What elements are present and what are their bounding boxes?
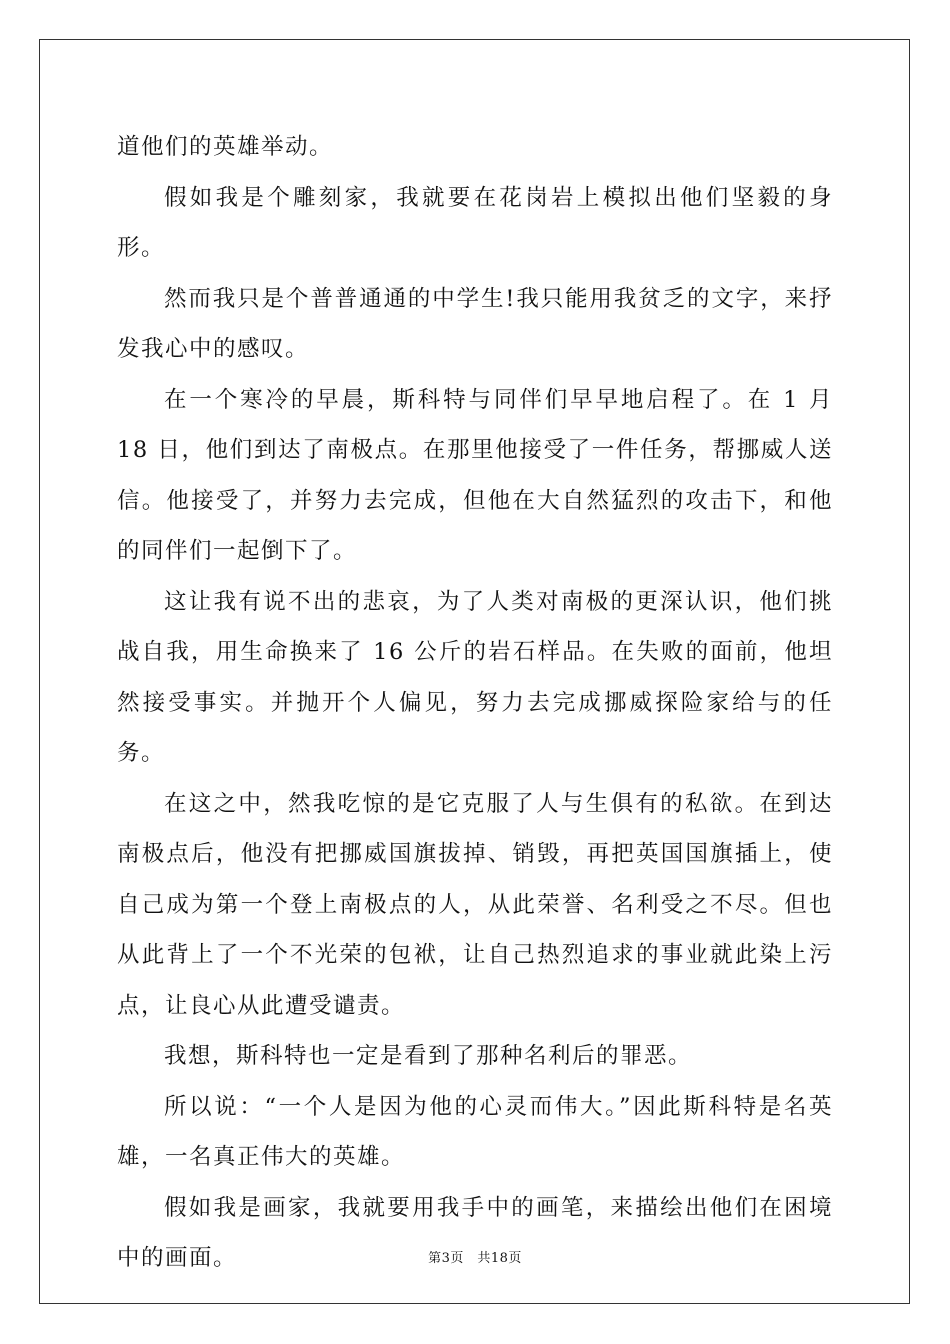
paragraph-journey: 在一个寒冷的早晨，斯科特与同伴们早早地启程了。在 1 月 18 日，他们到达了南极点。在那里他接受了一件任务，帮挪威人送信。他接受了，并努力去完成，但他在大自然猛烈的攻击下，和他的同伴们一起倒下了。	[117, 386, 833, 564]
paragraph-hero: 所以说：“一个人是因为他的心灵而伟大。”因此斯科特是名英雄，一名真正伟大的英雄。	[117, 1093, 833, 1170]
paragraph-painter: 假如我是画家，我就要用我手中的画笔，来描绘出他们在困境中的画面。	[117, 1194, 833, 1271]
page-number-footer: 第3页 共18页	[428, 1251, 522, 1266]
document-body	[117, 122, 833, 1284]
paragraph-student: 然而我只是个普普通通的中学生!我只能用我贫乏的文字，来抒发我心中的感叹。	[117, 285, 833, 362]
paragraph-thought: 我想，斯科特也一定是看到了那种名利后的罪恶。	[164, 1043, 693, 1069]
paragraph-sculptor: 假如我是个雕刻家，我就要在花岗岩上模拟出他们坚毅的身形。	[117, 184, 833, 261]
paragraph-sorrow: 这让我有说不出的悲哀，为了人类对南极的更深认识，他们挑战自我，用生命换来了 16 公斤的岩石样品。在失败的面前，他坦然接受事实。并抛开个人偏见，努力去完成挪威探险家给与的任务。	[117, 588, 833, 766]
paragraph-continuation: 道他们的英雄举动。	[117, 134, 334, 160]
paragraph-selfishness: 在这之中，然我吃惊的是它克服了人与生俱有的私欲。在到达南极点后，他没有把挪威国旗拔掉、销毁，再把英国国旗插上，使自己成为第一个登上南极点的人，从此荣誉、名利受之不尽。但也从此背上了一个不光荣的包袱，让自己热烈追求的事业就此染上污点，让良心从此遭受谴责。	[117, 790, 833, 1019]
